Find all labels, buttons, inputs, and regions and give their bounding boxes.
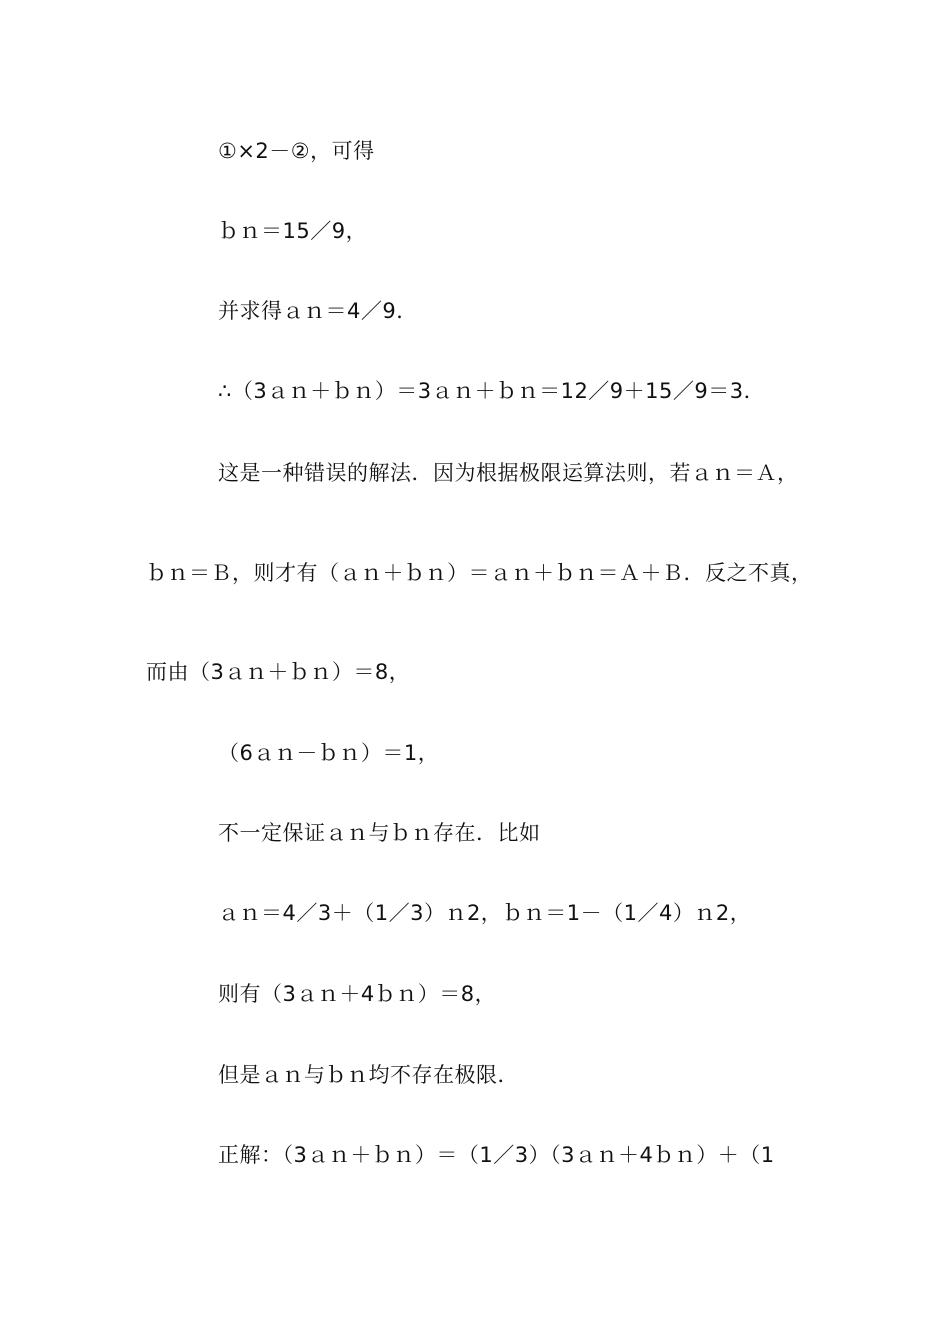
text-line-12: 但是ａｎ与ｂｎ均不存在极限． — [218, 1063, 519, 1087]
text-line-7: 而由（3ａｎ＋ｂｎ）＝8， — [146, 660, 411, 684]
text-line-9: 不一定保证ａｎ与ｂｎ存在．比如 — [218, 821, 541, 845]
text-line-13: 正解：（3ａｎ＋ｂｎ）＝（1／3）（3ａｎ＋4ｂｎ）＋（1 — [218, 1143, 775, 1167]
text-line-6: ｂｎ＝Ｂ，则才有（ａｎ＋ｂｎ）＝ａｎ＋ｂｎ＝Ａ＋Ｂ．反之不真， — [146, 561, 813, 585]
text-line-1: ①×2－②，可得 — [218, 139, 375, 163]
text-line-8: （6ａｎ－ｂｎ）＝1， — [218, 741, 440, 765]
text-line-10: ａｎ＝4／3＋（1／3）ｎ2，ｂｎ＝1－（1／4）ｎ2， — [218, 901, 752, 925]
text-line-5: 这是一种错误的解法．因为根据极限运算法则，若ａｎ＝Ａ， — [218, 461, 799, 485]
text-line-4: ∴（3ａｎ＋ｂｎ）＝3ａｎ＋ｂｎ＝12／9＋15／9＝3． — [218, 379, 766, 403]
text-line-3: 并求得ａｎ＝4／9． — [218, 299, 418, 323]
text-line-2: ｂｎ＝15／9， — [218, 219, 368, 243]
text-line-11: 则有（3ａｎ＋4ｂｎ）＝8， — [218, 982, 497, 1006]
